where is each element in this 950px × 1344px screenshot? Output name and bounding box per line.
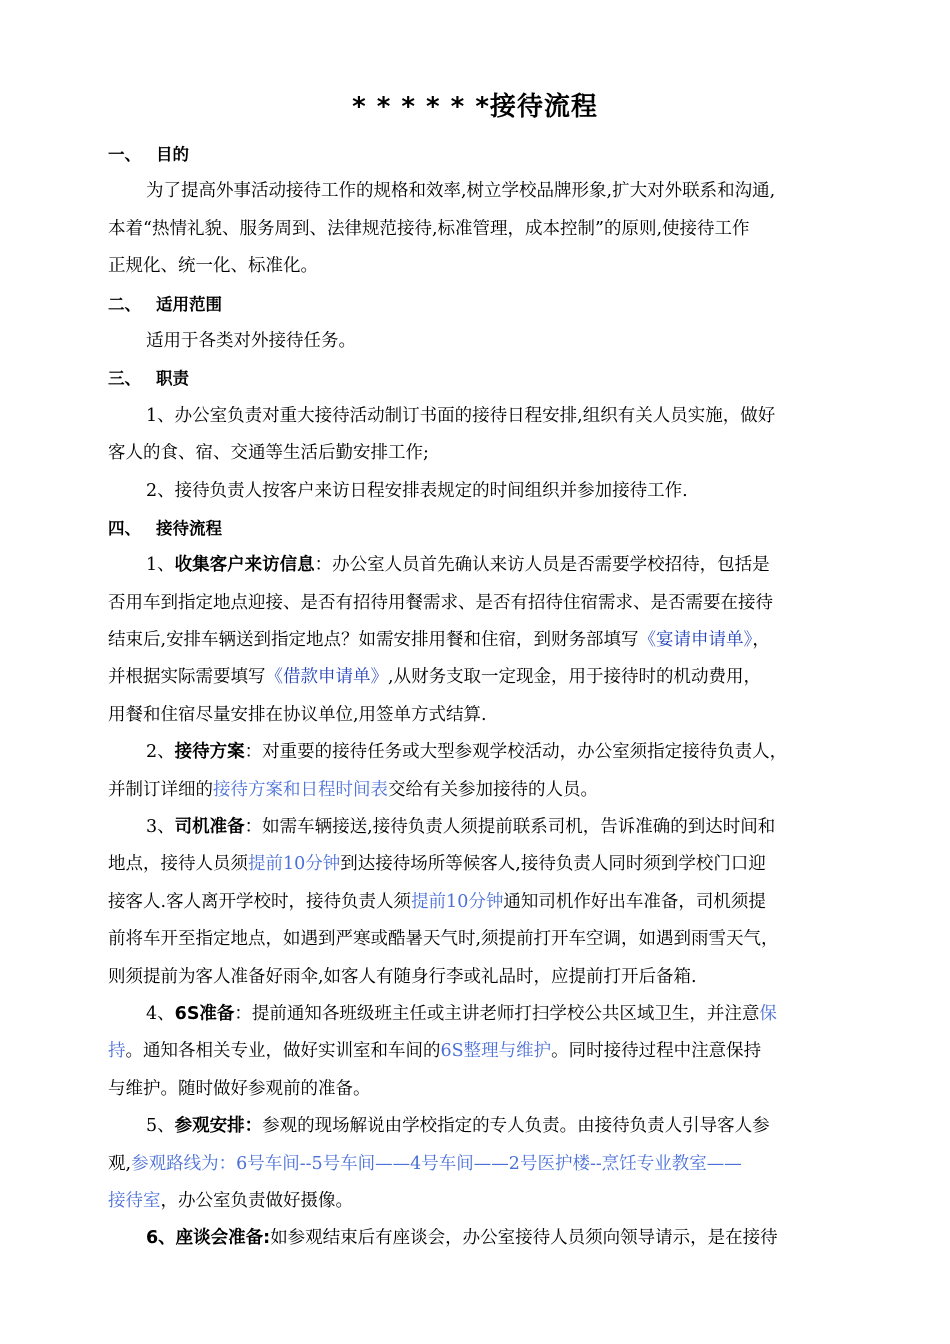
section-number: 二、 [108, 294, 141, 314]
step-number: 3、 [146, 817, 175, 838]
step3-line-5: 则须提前为客人准备好雨伞,如客人有随身行李或礼品时，应提前打开后备箱. [108, 966, 697, 987]
step-text: 通知司机作好出车准备，司机须提 [503, 891, 766, 912]
step-title: 6、座谈会准备: [146, 1228, 271, 1249]
step1-line-1 [108, 547, 843, 584]
step2-line-1 [108, 734, 843, 771]
step-text: 参观的现场解说由学校指定的专人负责。由接待负责人引导客人参 [262, 1116, 770, 1137]
step-number: 5、 [146, 1116, 175, 1137]
duty-line-1: 1、办公室负责对重大接待活动制订书面的接待日程安排,组织有关人员实施，做好 [146, 405, 776, 426]
purpose-line-3: 正规化、统一化、标准化。 [108, 256, 318, 277]
document-body [108, 136, 843, 1258]
step-text: ：办公室人员首先确认来访人员是否需要学校招待，包括是 [314, 555, 770, 576]
section-number: 三、 [108, 369, 141, 389]
highlight-10min: 提前10分钟 [248, 854, 341, 875]
section-heading-scope [108, 286, 843, 323]
loan-form-link[interactable]: 《借款申请单》 [265, 667, 388, 688]
highlight-10min: 提前10分钟 [411, 891, 504, 912]
step-text: ：如需车辆接送,接待负责人须提前联系司机，告诉准确的到达时间和 [244, 817, 776, 838]
step-title: 6S准备 [174, 1003, 235, 1024]
step1-line-2: 否用车到指定地点迎接、是否有招待用餐需求、是否有招待住宿需求、是否需要在接待 [108, 592, 773, 613]
step-text: 。同时接待过程中注意保持 [551, 1041, 762, 1062]
tour-route-highlight: 参观路线为：6号车间--5号车间——4号车间——2号医护楼--烹饪专业教室—— [131, 1153, 742, 1174]
step-number: 1、 [146, 555, 175, 576]
schedule-plan-link[interactable]: 接待方案和日程时间表 [213, 779, 388, 800]
step-title: 司机准备 [174, 817, 245, 838]
step-text: 交给有关参加接待的人员。 [388, 779, 598, 800]
purpose-line-1: 为了提高外事活动接待工作的规格和效率,树立学校品牌形象,扩大对外联系和沟通, [146, 181, 776, 202]
step6-line-1 [108, 1220, 843, 1257]
scope-line-1: 适用于各类对外接待任务。 [146, 330, 356, 351]
section-heading-process [108, 510, 843, 547]
banquet-form-link[interactable]: 《宴请申请单》 [638, 630, 753, 651]
step1-line-5: 用餐和住宿尽量安排在协议单位,用签单方式结算. [108, 704, 487, 725]
step4-line-2 [108, 1033, 843, 1070]
step-text: ， [752, 630, 770, 651]
step-text: 结束后,安排车辆送到指定地点？如需安排用餐和住宿，到财务部填写 [108, 630, 639, 651]
step-number: 4、 [146, 1003, 175, 1024]
step-text: 观, [108, 1153, 132, 1174]
purpose-line-2: 本着“热情礼貌、服务周到、法律规范接待,标准管理，成本控制”的原则,使接待工作 [108, 218, 750, 239]
step3-line-3 [108, 884, 843, 921]
section-label: 适用范围 [156, 294, 222, 314]
step2-line-2 [108, 772, 843, 809]
step-text: 接客人.客人离开学校时，接待负责人须 [108, 891, 412, 912]
step5-line-1 [108, 1108, 843, 1145]
step-number: 2、 [146, 742, 175, 763]
step-text: ：提前通知各班级班主任或主讲老师打扫学校公共区域卫生，并注意 [234, 1003, 760, 1024]
section-label: 目的 [156, 145, 189, 164]
section-label: 职责 [156, 369, 189, 389]
step-text: ，办公室负责做好摄像。 [160, 1190, 353, 1211]
duty-line-2: 客人的食、宿、交通等生活后勤安排工作; [108, 443, 429, 464]
step4-line-3: 与维护。随时做好参观前的准备。 [108, 1078, 371, 1099]
duty-line-3: 2、接待负责人按客户来访日程安排表规定的时间组织并参加接待工作. [146, 480, 688, 501]
step4-line-1 [108, 996, 843, 1033]
section-number: 四、 [108, 518, 141, 538]
step3-line-2 [108, 846, 843, 883]
step3-line-1 [108, 809, 843, 846]
step-text: 并根据实际需要填写 [108, 667, 266, 688]
step-title: 接待方案 [174, 742, 245, 763]
step3-line-4: 前将车开至指定地点，如遇到严寒或酷暑天气时,须提前打开车空调，如遇到雨雪天气， [108, 929, 779, 950]
highlight-maintain: 持 [108, 1041, 126, 1062]
step1-line-3 [108, 622, 843, 659]
highlight-maintain: 保 [759, 1003, 777, 1024]
tour-route-highlight: 接待室 [108, 1190, 161, 1211]
step5-line-3 [108, 1183, 843, 1220]
step-text: 到达接待场所等候客人,接待负责人同时须到学校门口迎 [340, 854, 766, 875]
step-text: ,从财务支取一定现金，用于接待时的机动费用， [388, 667, 762, 688]
section-heading-duty [108, 360, 843, 397]
step1-line-4 [108, 659, 843, 696]
document-title: * * * * * *接待流程 [352, 92, 598, 122]
step-title: 参观安排： [174, 1116, 263, 1137]
section-heading-purpose [108, 136, 843, 173]
step-text: 地点，接待人员须 [108, 854, 248, 875]
highlight-6s: 6S整理与维护 [440, 1041, 552, 1062]
step-text: ：对重要的接待任务或大型参观学校活动，办公室须指定接待负责人， [244, 742, 788, 763]
section-label: 接待流程 [156, 518, 222, 538]
step-text: 并制订详细的 [108, 779, 213, 800]
section-number: 一、 [108, 145, 141, 164]
step-text: 。通知各相关专业，做好实训室和车间的 [125, 1041, 441, 1062]
step5-line-2 [108, 1146, 843, 1183]
step-title: 收集客户来访信息 [174, 555, 315, 576]
step-text: 如参观结束后有座谈会，办公室接待人员须向领导请示，是在接待 [270, 1228, 778, 1249]
